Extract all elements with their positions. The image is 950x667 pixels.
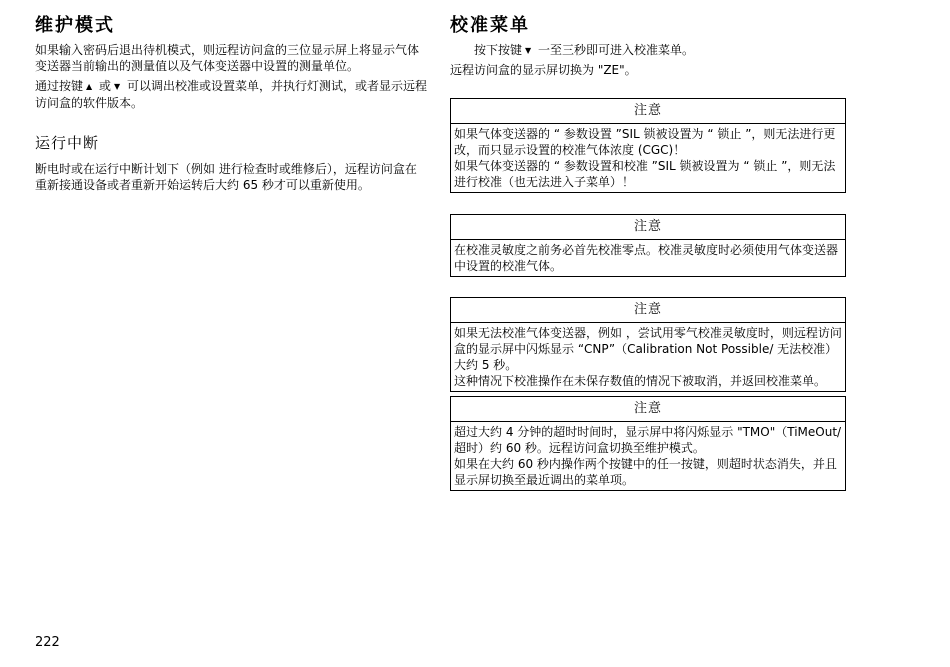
maintenance-mode-paragraph-2 xyxy=(35,78,428,111)
note-line: 这种情况下校准操作在未保存数值的情况下被取消，并返回校准菜单。 xyxy=(454,374,827,388)
note-box-timeout xyxy=(450,396,846,491)
note-line: 超过大约 4 分钟的超时时间时，显示屏中将闪烁显示 "TMO"（TiMeOut/ 超时）约 60 秒。远程访问盒切换至维护模式。 xyxy=(454,425,842,455)
note-body xyxy=(451,323,845,391)
line1-text-a: 按下按键 xyxy=(474,43,523,57)
down-triangle-icon: ▼ xyxy=(114,82,121,91)
calibration-menu-line-2: 远程访问盒的显示屏切换为 "ZE"。 xyxy=(450,63,637,77)
operation-interruption-title: 运行中断 xyxy=(35,134,100,152)
para2-text-b: 可以调出校准或设置菜单，并执行灯测试，或者显示远程访问盒的软件版本。 xyxy=(35,79,428,110)
note-line: 如果无法校准气体变送器，例如 ，尝试用零气校准灵敏度时，则远程访问盒的显示屏中闪烁显示 “CNP”（Calibration Not Possible/ 无法校准）大约 5 秒。 xyxy=(454,326,842,372)
para2-text-a: 通过按键 xyxy=(35,79,84,93)
note-body xyxy=(451,422,845,490)
note-body xyxy=(451,240,845,276)
up-triangle-icon: ▲ xyxy=(86,82,93,91)
note-box-sil-lock xyxy=(450,98,846,193)
note-box-zero-first xyxy=(450,214,846,277)
line1-text-b: 一至三秒即可进入校准菜单。 xyxy=(538,43,695,57)
note-heading: 注意 xyxy=(451,298,845,323)
note-heading: 注意 xyxy=(451,215,845,240)
maintenance-mode-title: 维护模式 xyxy=(35,15,115,36)
note-heading: 注意 xyxy=(451,397,845,422)
calibration-menu-line-1 xyxy=(474,42,844,59)
maintenance-mode-paragraph-1: 如果输入密码后退出待机模式，则远程访问盒的三位显示屏上将显示气体变送器当前输出的测量值以及气体变送器中设置的测量单位。 xyxy=(35,43,420,73)
para2-or: 或 xyxy=(99,79,112,93)
calibration-menu-title: 校准菜单 xyxy=(450,15,530,36)
operation-interruption-paragraph: 断电时或在运行中断计划下（例如 进行检查时或维修后），远程访问盒在重新接通设备或者重新开始运转后大约 65 秒才可以重新使用。 xyxy=(35,162,417,192)
note-line: 如果气体变送器的 “ 参数设置 ”SIL 锁被设置为 “ 锁止 ”，则无法进行更改，而只显示设置的校准气体浓度 (CGC)！ xyxy=(454,127,836,157)
note-line: 如果气体变送器的 “ 参数设置和校准 ”SIL 锁被设置为 “ 锁止 ”，则无法进行校准（也无法进入子菜单）！ xyxy=(454,159,836,189)
note-line: 在校准灵敏度之前务必首先校准零点。校准灵敏度时必须使用气体变送器中设置的校准气体。 xyxy=(454,243,839,273)
down-triangle-icon: ▼ xyxy=(525,46,532,55)
note-body xyxy=(451,124,845,192)
note-box-cnp xyxy=(450,297,846,392)
note-line: 如果在大约 60 秒内操作两个按键中的任一按键，则超时状态消失，并且显示屏切换至最近调出的菜单项。 xyxy=(454,457,837,487)
page-number: 222 xyxy=(35,635,60,650)
note-heading: 注意 xyxy=(451,99,845,124)
